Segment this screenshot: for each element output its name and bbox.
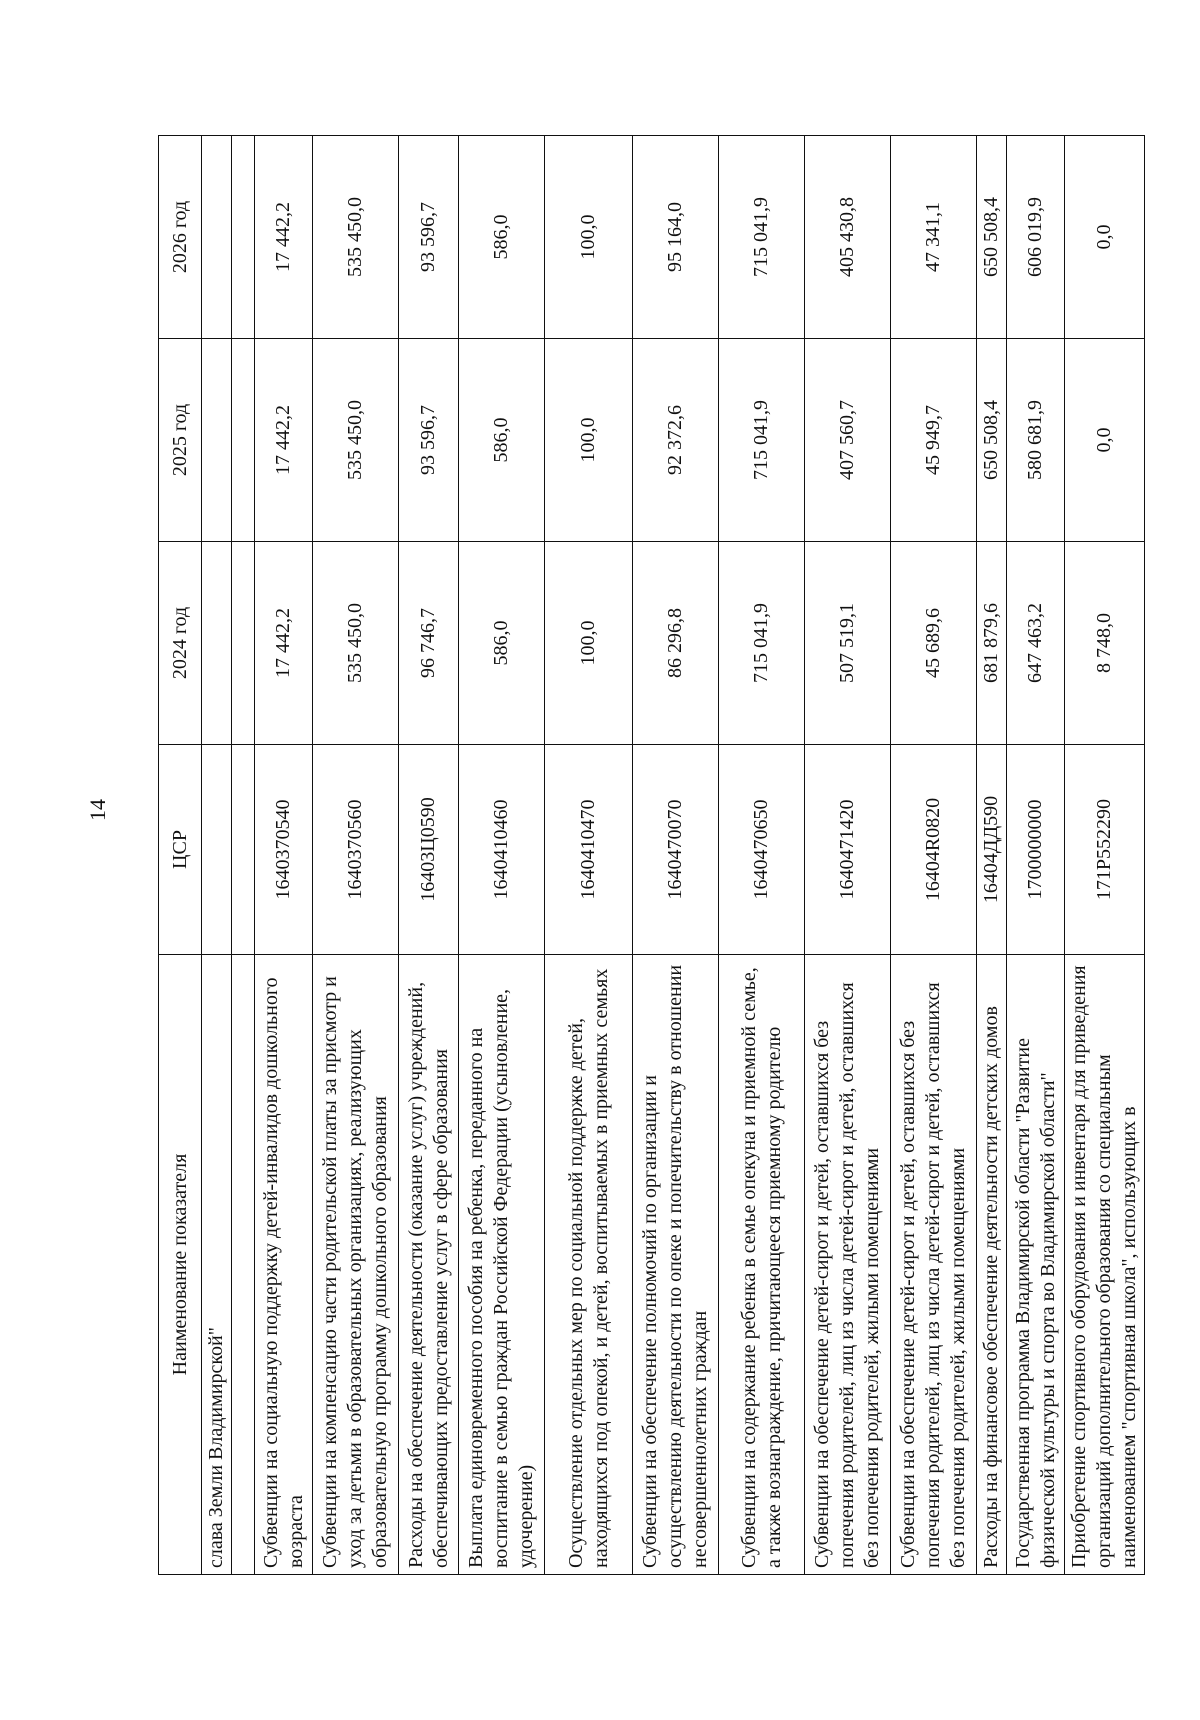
row-code: 16403Ц0590 — [399, 745, 459, 955]
row-2024: 535 450,0 — [313, 542, 399, 745]
row-code: 1640471420 — [805, 745, 891, 955]
table-row — [891, 136, 977, 1575]
row-2024: 8 748,0 — [1065, 542, 1145, 745]
row-2024: 507 519,1 — [805, 542, 891, 745]
row-2025: 715 041,9 — [719, 339, 805, 542]
row-2025: 407 560,7 — [805, 339, 891, 542]
row-2024: 86 296,8 — [633, 542, 719, 745]
row-2026: 606 019,9 — [1007, 136, 1065, 339]
row-2026: 715 041,9 — [719, 136, 805, 339]
row-2025: 650 508,4 — [977, 339, 1007, 542]
row-2024: 647 463,2 — [1007, 542, 1065, 745]
row-2025: 580 681,9 — [1007, 339, 1065, 542]
row-code: 1640410470 — [545, 745, 633, 955]
row-name: Субвенции на обеспечение полномочий по организации и осуществлению деятельности по опеке и попечительству в отношении несовершеннолетних граждан — [633, 955, 719, 1575]
row-2025: 93 596,7 — [399, 339, 459, 542]
table-row — [805, 136, 891, 1575]
table-row — [719, 136, 805, 1575]
row-name: Субвенции на компенсацию части родительской платы за присмотр и уход за детьми в образовательных организациях, реализующих образовательную программу дошкольного образования — [313, 955, 399, 1575]
table-row — [1065, 136, 1145, 1575]
row-2024: 681 879,6 — [977, 542, 1007, 745]
header-2025: 2025 год — [159, 339, 202, 542]
row-2024: 100,0 — [545, 542, 633, 745]
row-2024: 715 041,9 — [719, 542, 805, 745]
row-2026: 586,0 — [459, 136, 545, 339]
row-2026: 17 442,2 — [255, 136, 313, 339]
row-name: Субвенции на социальную поддержку детей-инвалидов дошкольного возраста — [255, 955, 313, 1575]
row-name: Субвенции на содержание ребенка в семье опекуна и приемной семье, а также вознаграждение, причитающееся приемному родителю — [719, 955, 805, 1575]
budget-table — [158, 135, 1145, 1575]
row-2026: 93 596,7 — [399, 136, 459, 339]
row-name: Осуществление отдельных мер по социальной поддержке детей, находящихся под опекой, и детей, воспитываемых в приемных семьях — [545, 955, 633, 1575]
row-2025: 535 450,0 — [313, 339, 399, 542]
row-name: Расходы на финансовое обеспечение деятельности детских домов — [977, 955, 1007, 1575]
header-code: ЦСР — [159, 745, 202, 955]
row-2026: 405 430,8 — [805, 136, 891, 339]
table-row — [977, 136, 1007, 1575]
row-2025: 0,0 — [1065, 339, 1145, 542]
row-code: 1700000000 — [1007, 745, 1065, 955]
row-code: 1640370560 — [313, 745, 399, 955]
row-code: 16404R0820 — [891, 745, 977, 955]
row-2025: 586,0 — [459, 339, 545, 542]
row-2025: 100,0 — [545, 339, 633, 542]
row-2025: 92 372,6 — [633, 339, 719, 542]
row-2025: 17 442,2 — [255, 339, 313, 542]
row-2024: 17 442,2 — [255, 542, 313, 745]
row-2024: 96 746,7 — [399, 542, 459, 745]
row-code: 16404ДД590 — [977, 745, 1007, 955]
row-2026: 535 450,0 — [313, 136, 399, 339]
row-code: 1640410460 — [459, 745, 545, 955]
row-2024: 45 689,6 — [891, 542, 977, 745]
row-2024: 586,0 — [459, 542, 545, 745]
table-row — [399, 136, 459, 1575]
table-row — [313, 136, 399, 1575]
row-2026: 47 341,1 — [891, 136, 977, 339]
row-name: Субвенции на обеспечение детей-сирот и детей, оставшихся без попечения родителей, лиц из числа детей-сирот и детей, оставшихся без попечения родителей, жилыми помещениями — [805, 955, 891, 1575]
row-2026: 95 164,0 — [633, 136, 719, 339]
table-row — [545, 136, 633, 1575]
row-name: Расходы на обеспечение деятельности (оказание услуг) учреждений, обеспечивающих предоставление услуг в сфере образования — [399, 955, 459, 1575]
table-row — [459, 136, 545, 1575]
table-row — [1007, 136, 1065, 1575]
header-name: Наименование показателя — [159, 955, 202, 1575]
row-name: Приобретение спортивного оборудования и инвентаря для приведения организаций дополнительного образования со специальным наименованием "спортивная школа", использующих в — [1065, 955, 1145, 1575]
row-2026: 650 508,4 — [977, 136, 1007, 339]
continuation-row — [202, 136, 232, 1575]
row-2026: 100,0 — [545, 136, 633, 339]
row-name: Субвенции на обеспечение детей-сирот и детей, оставшихся без попечения родителей, лиц из числа детей-сирот и детей, оставшихся без попечения родителей, жилыми помещениями — [891, 955, 977, 1575]
row-code: 1640470650 — [719, 745, 805, 955]
row-code: 171P552290 — [1065, 745, 1145, 955]
table-row — [255, 136, 313, 1575]
row-2025: 45 949,7 — [891, 339, 977, 542]
header-2026: 2026 год — [159, 136, 202, 339]
row-name: Выплата единовременного пособия на ребенка, переданного на воспитание в семью граждан Российской Федерации (усыновление, удочерение) — [459, 955, 545, 1575]
page-number: 14 — [85, 799, 110, 821]
row-code: 1640370540 — [255, 745, 313, 955]
continuation-text: слава Земли Владимирской" — [202, 955, 232, 1575]
empty-row — [232, 136, 255, 1575]
row-name: Государственная программа Владимирской области "Развитие физической культуры и спорта во Владимирской области" — [1007, 955, 1065, 1575]
header-row — [159, 136, 202, 1575]
header-2024: 2024 год — [159, 542, 202, 745]
table-row — [633, 136, 719, 1575]
row-2026: 0,0 — [1065, 136, 1145, 339]
row-code: 1640470070 — [633, 745, 719, 955]
budget-table-rotated — [158, 135, 1140, 1575]
